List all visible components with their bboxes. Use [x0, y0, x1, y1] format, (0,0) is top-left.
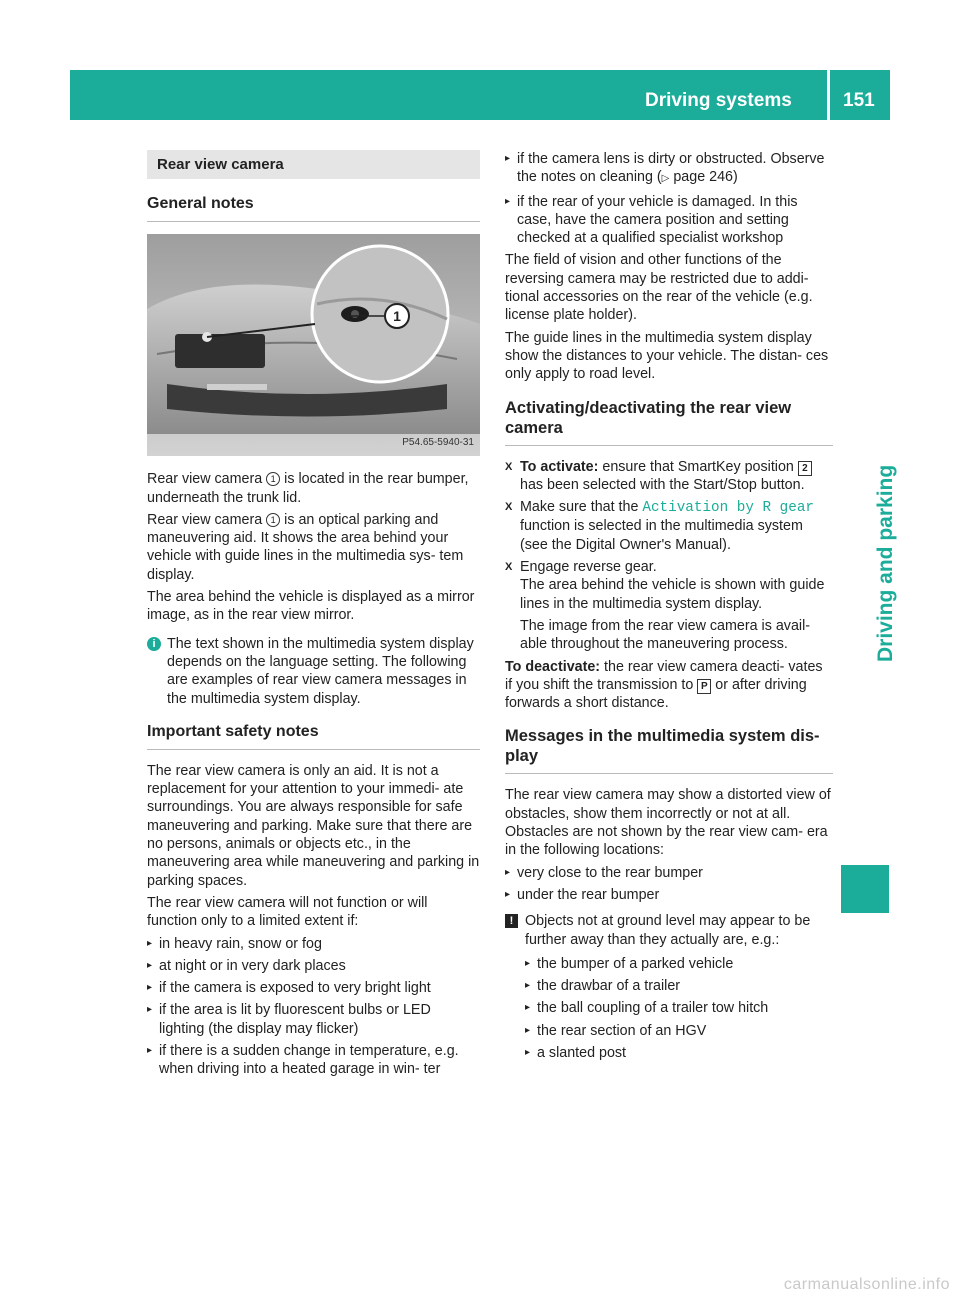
info-icon: i — [147, 637, 161, 651]
list-item: ▸ the rear section of an HGV — [525, 1022, 833, 1040]
page-number: 151 — [843, 90, 875, 111]
list-item: ▸ if there is a sudden change in temperature, e.g. when driving into a heated garage in win- ter — [147, 1042, 480, 1079]
callout-1-icon: 1 — [266, 472, 280, 486]
step-arrow-icon: X — [505, 460, 513, 473]
rear-camera-photo — [147, 234, 480, 456]
list-item: ▸ if the rear of your vehicle is damaged. In this case, have the camera position and setting checked at a qualified specialist workshop — [505, 193, 833, 248]
header-divider — [827, 70, 830, 120]
list-item: ▸ if the area is lit by fluorescent bulbs or LED lighting (the display may flicker) — [147, 1001, 480, 1038]
section-title: Driving systems — [645, 90, 792, 111]
step-item: X Make sure that the Activation by R gear function is selected in the multimedia system (see the Digital Owner's Manual). — [505, 499, 814, 553]
info-note: i The text shown in the multimedia system display depends on the language setting. The following are examples of rear view camera messages in the multimedia system display. — [147, 635, 480, 708]
side-tab-marker — [841, 865, 889, 913]
paragraph: Rear view camera 1 is located in the rear bumper, underneath the trunk lid. — [147, 471, 469, 506]
warning-icon: ! — [505, 914, 518, 928]
list-item: ▸ under the rear bumper — [505, 886, 833, 904]
paragraph: The field of vision and other functions of the reversing camera may be restricted due to addi- tional accessories on the rear of the vehicle (e.g. license plate holder). — [505, 252, 813, 324]
activate-heading: Activating/deactivating the rear view camera — [505, 398, 833, 446]
step-item: X To activate: ensure that SmartKey position 2 has been selected with the Start/Stop button. — [505, 458, 833, 495]
callout-number-text: 1 — [393, 308, 401, 325]
right-column — [505, 150, 833, 1066]
list-item: ▸ the ball coupling of a trailer tow hitch — [525, 999, 833, 1017]
list-item: ▸ at night or in very dark places — [147, 957, 480, 975]
general-notes-heading: General notes — [147, 194, 480, 222]
paragraph: Rear view camera 1 is an optical parking and maneuvering aid. It shows the area behind your vehicle with guide lines in the multimedia sys- tem display. — [147, 511, 464, 583]
object-list — [505, 955, 833, 1062]
footer-watermark: carmanualsonline.info — [783, 1276, 950, 1293]
list-item: ▸ if the camera is exposed to very bright light — [147, 979, 480, 997]
list-item: ▸ the bumper of a parked vehicle — [525, 955, 833, 973]
location-list — [505, 864, 833, 905]
key-position-2-icon: 2 — [798, 461, 812, 476]
car-rear-illustration — [147, 234, 480, 456]
condition-list-continued — [505, 150, 833, 247]
paragraph: The rear view camera may show a distorted view of obstacles, show them incorrectly or not at all. Obstacles are not shown by the rear view cam- era in the following locations: — [505, 787, 831, 859]
menu-function-name: Activation by R gear — [642, 500, 814, 517]
page-ref-arrow-icon: ▷ — [661, 173, 670, 185]
safety-heading: Important safety notes — [147, 722, 480, 750]
list-item: ▸ the drawbar of a trailer — [525, 977, 833, 995]
paragraph: The rear view camera is only an aid. It is not a replacement for your attention to your immedi- ate surroundings. You are always responsible for safe maneuvering and parking. Make sure that there are no persons, animals or objects etc., in the maneuvering area while maneuvering and parking in parking spaces. — [147, 762, 480, 889]
list-item: ▸ if the camera lens is dirty or obstructed. Observe the notes on cleaning (▷ page 246) — [505, 150, 833, 189]
warning-note: ! Objects not at ground level may appear to be further away than they actually are, e.g.: — [505, 912, 833, 949]
paragraph: The area behind the vehicle is displayed as a mirror image, as in the rear view mirror. — [147, 589, 475, 624]
paragraph: The rear view camera will not function or will function only to a limited extent if: — [147, 894, 428, 930]
image-id: P54.65-5940-31 — [402, 437, 474, 448]
paragraph: To deactivate: the rear view camera deacti- vates if you shift the transmission to P or after driving forwards a short distance. — [505, 658, 823, 712]
paragraph: The guide lines in the multimedia system display show the distances to your vehicle. The distan- ces only apply to road level. — [505, 329, 829, 383]
list-item: ▸ very close to the rear bumper — [505, 864, 833, 882]
step-arrow-icon: X — [505, 561, 513, 574]
list-item: ▸ in heavy rain, snow or fog — [147, 935, 480, 953]
step-item: X Engage reverse gear. The area behind the vehicle is shown with guide lines in the multimedia system display. The image from the rear view camera is avail- able throughout the maneuvering process. — [505, 559, 825, 653]
messages-heading: Messages in the multimedia system dis- play — [505, 726, 833, 774]
activation-steps — [505, 458, 833, 654]
callout-1-icon: 1 — [266, 513, 280, 527]
list-item: ▸ a slanted post — [525, 1044, 833, 1062]
side-tab-label: Driving and parking — [874, 464, 897, 662]
left-column — [147, 150, 480, 1083]
condition-list — [147, 935, 480, 1079]
park-gear-icon: P — [697, 679, 711, 694]
section-heading: Rear view camera — [147, 150, 480, 179]
step-arrow-icon: X — [505, 501, 513, 514]
